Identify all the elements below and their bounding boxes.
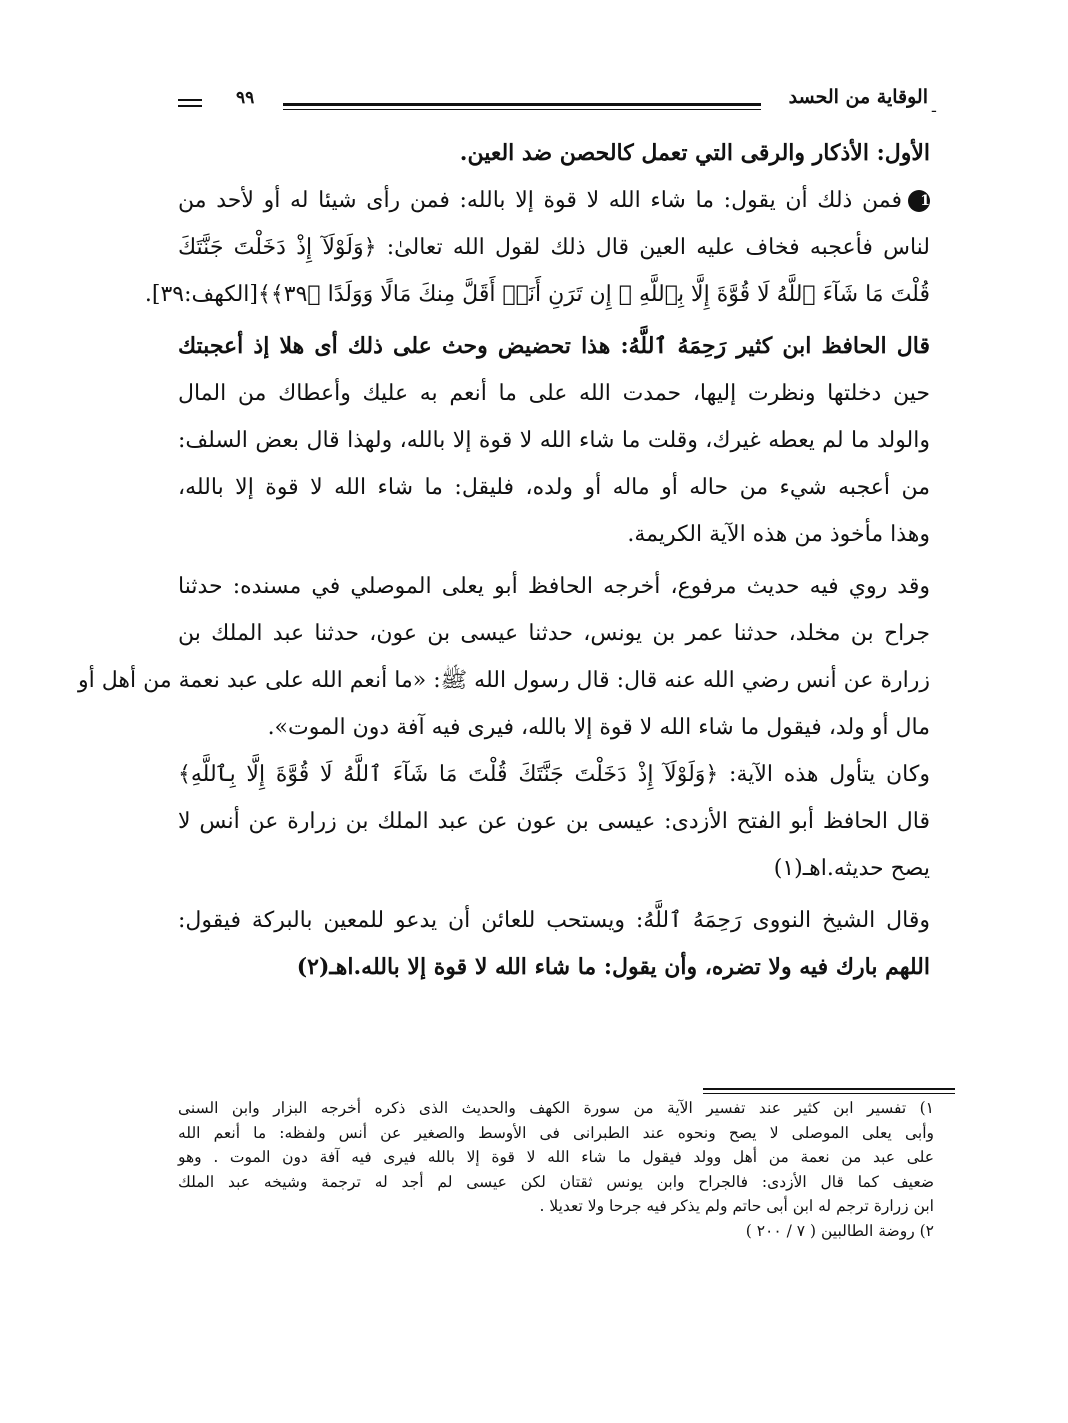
quran-verse-line: قُلْتَ مَا شَآءَ ٱللَّهُ لَا قُوَّةَ إِلَّا بِٱللَّهِ ۚ إِن تَرَنِ أَنَا۠ أَقَلَّ مِنكَ مَالًا وَوَلَدًا ﴿٣٩﴾﴾[الكهف:٣٩]. <box>144 282 930 307</box>
text-line: قال الحافظ أبو الفتح الأزدى: عيسى بن عون عن عبد الملك بن زرارة عن أنس لا <box>178 809 930 834</box>
text-line-content: الأول: الأذكار والرقى التي تعمل كالحصن ضد العين. <box>459 140 930 166</box>
text-line: وقد روي فيه حديث مرفوع، أخرجه الحافظ أبو يعلى الموصلي في مسنده: حدثنا <box>178 574 930 599</box>
text-line: لناس فأعجبه فخاف عليه العين قال ذلك لقول الله تعالىٰ: ﴿وَلَوْلَآ إِذْ دَخَلْتَ جَنَّتَكَ <box>178 235 930 260</box>
text-line: وقال الشيخ النووى رَحِمَهُ ٱللَّهُ: ويستحب للعائن أن يدعو للمعين بالبركة فيقول: <box>178 908 930 933</box>
footnote-line: وأبى يعلى الموصلى لا يصح ونحوه عند الطبرانى فى الأوسط والصغير عن أنس ولفظه: ما أنعم الله <box>178 1123 934 1142</box>
footnote-separator-thin <box>703 1093 955 1094</box>
text-line: اللهم بارك فيه ولا تضره، وأن يقول: ما شاء الله لا قوة إلا بالله.اهـ(٢) <box>296 954 930 980</box>
footnotes <box>178 1096 934 1243</box>
footnote-line: ابن زرارة ترجم له ابن أبى حاتم ولم يذكر فيه جرحا ولا تعديلا . <box>539 1197 934 1215</box>
text-line: من أعجبه شيء من حاله أو ماله أو ولده، فليقل: ما شاء الله لا قوة إلا بالله، <box>178 475 930 500</box>
hadith-line: زرارة عن أنس رضي الله عنه قال: قال رسول الله ﷺ: «ما أنعم الله على عبد نعمة من أهل أو <box>77 668 930 693</box>
text-line-content: فمن ذلك أن يقول: ما شاء الله لا قوة إلا بالله: فمن رأى شيئا له أو لأحد من <box>178 188 902 213</box>
footnote-separator <box>703 1088 955 1090</box>
text-line: جراح بن مخلد، حدثنا عمر بن يونس، حدثنا عيسى بن عون، حدثنا عبد الملك بن <box>178 621 930 646</box>
footnote-line: ١) تفسير ابن كثير عند تفسير الآية من سورة الكهف والحديث الذى ذكره أخرجه البزار وابن السنى <box>178 1099 934 1117</box>
text-line <box>178 130 930 177</box>
numbered-bullet-icon: 1 <box>908 190 930 212</box>
hadith-line: مال أو ولد، فيقول ما شاء الله لا قوة إلا بالله، فيرى فيه آفة دون الموت». <box>267 715 930 740</box>
footnote-line: ٢) روضة الطالبين ( ٧ / ٢٠٠ ) <box>745 1221 934 1240</box>
text-line: وهذا مأخوذ من هذه الآية الكريمة. <box>627 522 930 547</box>
text-line <box>178 177 930 224</box>
footnote-line: ضعيف كما قال الأزدى: فالجراح وابن يونس ثقتان لكن عيسى لم أجد له ترجمة وشيخه عبد الملك <box>178 1172 934 1191</box>
text-line: قال الحافظ ابن كثير رَحِمَهُ ٱللَّهُ: هذا تحضيض وحث على ذلك أى هلا إذ أعجبتك <box>178 333 930 359</box>
header-dash-2 <box>178 105 202 107</box>
header-mark: ـ <box>931 100 936 116</box>
header-rule <box>283 103 761 106</box>
text-line: يصح حديثه.اهـ(١) <box>773 856 930 881</box>
quran-verse-line: وكان يتأول هذه الآية: ﴿وَلَوْلَآ إِذْ دَخَلْتَ جَنَّتَكَ قُلْتَ مَا شَآءَ ٱللَّهُ لَا قُوَّةَ إِلَّا بِٱللَّهِ﴾ <box>178 762 930 787</box>
text-line: والولد ما لم يعطه غيرك، وقلت ما شاء الله لا قوة إلا بالله، ولهذا قال بعض السلف: <box>178 428 930 453</box>
text-line: حين دخلتها ونظرت إليها، حمدت الله على ما أنعم به عليك وأعطاك من المال <box>178 381 930 406</box>
header-rule-thin <box>283 109 761 110</box>
main-text <box>77 130 930 991</box>
header-title: الوقاية من الحسد <box>788 86 928 108</box>
footnote-line: على عبد من نعمة من أهل وولد فيقول ما شاء الله لا قوة إلا بالله فيرى فيه آفة دون الموت . وهو <box>178 1148 934 1166</box>
running-header <box>178 86 936 116</box>
header-dash <box>178 99 202 101</box>
page-number: ٩٩ <box>236 88 255 108</box>
